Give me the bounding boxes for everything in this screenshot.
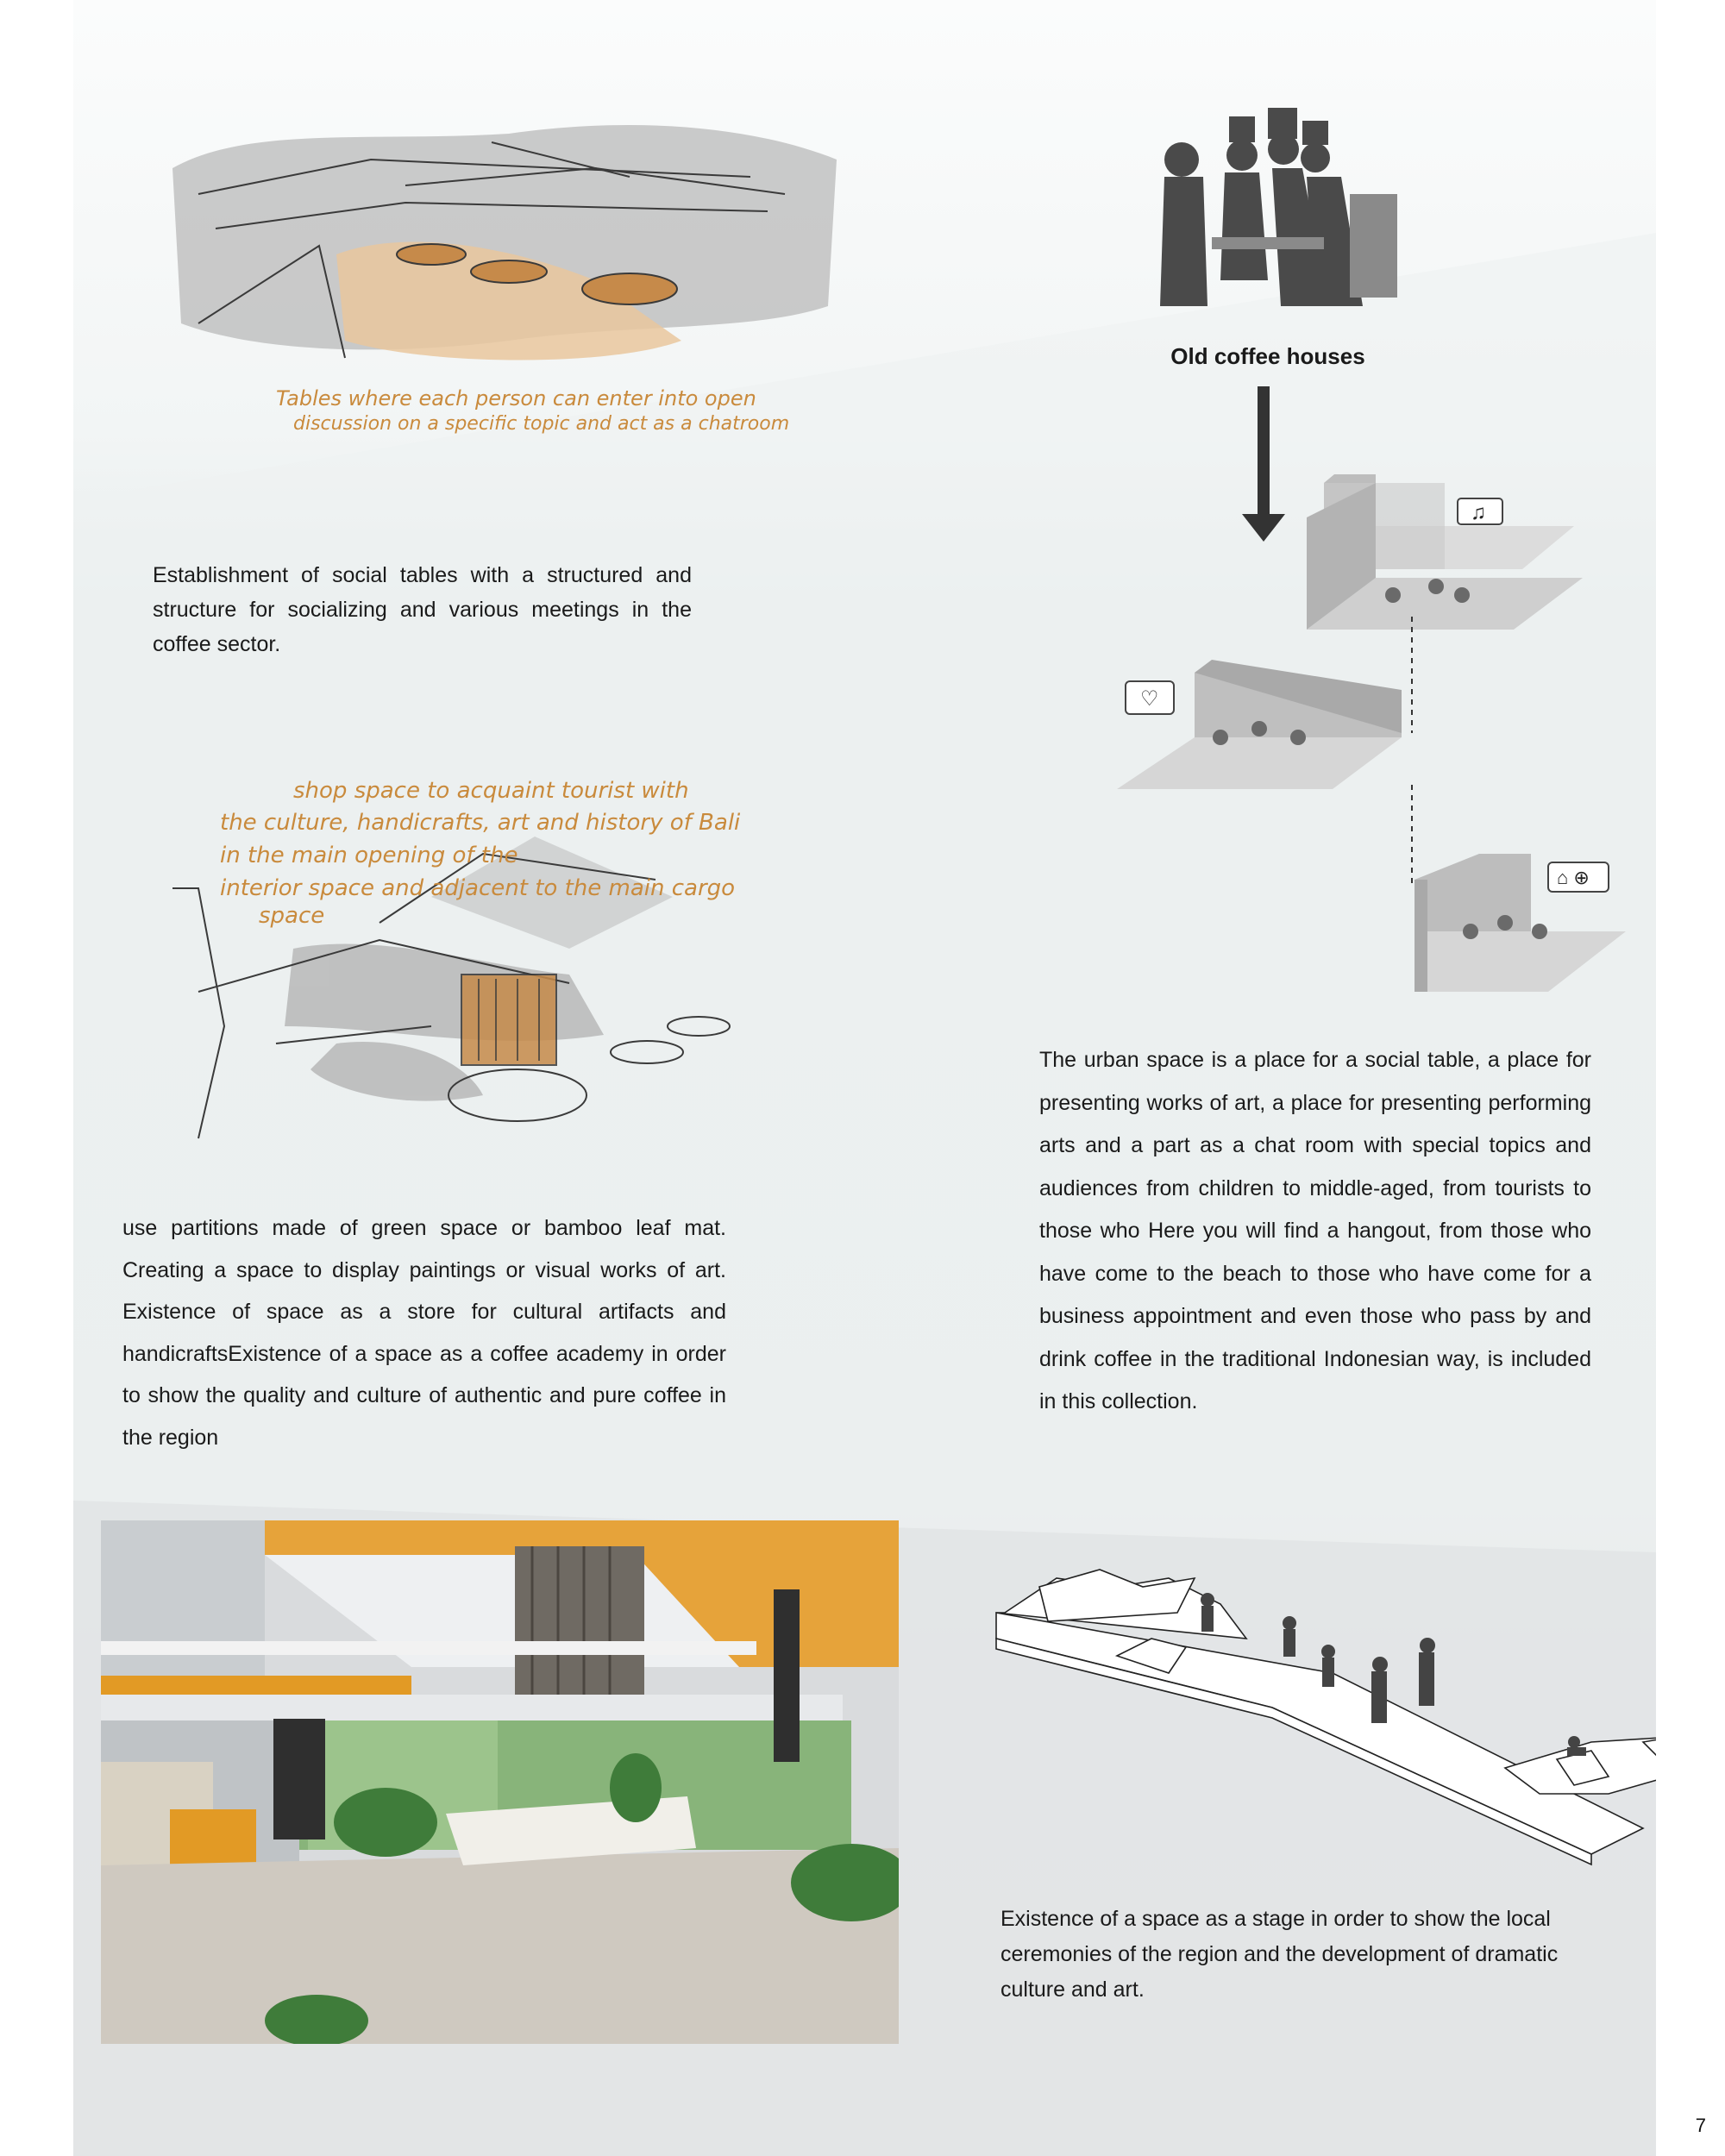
stage-diagram bbox=[988, 1544, 1656, 1880]
stage-text: Existence of a space as a stage in order to show the local ceremonies of the region and the development of dramatic culture and art. bbox=[1000, 1907, 1559, 2002]
sketch1-note-line1: Tables where each person can enter into open bbox=[276, 386, 756, 411]
sketch2-note-line: interior space and adjacent to the main cargo bbox=[220, 875, 736, 901]
heart-icon: ♡ bbox=[1140, 687, 1159, 711]
shop-space-sketch bbox=[121, 768, 862, 1156]
globe-icon: ⌂ ⊕ bbox=[1557, 867, 1590, 888]
topic-room bbox=[1414, 854, 1626, 992]
music-room bbox=[1307, 474, 1583, 630]
sketch1-note-line2: discussion on a specific topic and act as a chatroom bbox=[293, 413, 790, 435]
chat-room bbox=[1117, 660, 1402, 789]
old-coffee-house-engraving bbox=[1130, 108, 1406, 341]
partitions-text: use partitions made of green space or bamboo leaf mat. Creating a space to display paintings or visual works of art. Existence of space as a store for cultural artifacts and handicraftsExistence of a space as a coffee academy in order to show the quality and culture of authentic and pure coffee in the region bbox=[122, 1216, 726, 1450]
social-rooms-diagram bbox=[1117, 474, 1652, 1035]
sketch2-note-line: space bbox=[259, 903, 325, 929]
old-coffee-houses-caption: Old coffee houses bbox=[1170, 343, 1365, 369]
music-note-icon: ♫ bbox=[1471, 501, 1486, 524]
page-number: 7 bbox=[1695, 2115, 1706, 2136]
sketch2-note-line: the culture, handicrafts, art and history of Bali bbox=[220, 810, 741, 836]
sketch2-note-line: in the main opening of the bbox=[220, 843, 518, 868]
social-tables-text: Establishment of social tables with a structured and structure for socializing and various meetings in the coffee sector. bbox=[153, 563, 692, 656]
urban-space-text: The urban space is a place for a social table, a place for presenting works of art, a place for presenting performing arts and a part as a chat room with special topics and audiences from children to middle-aged, from tourists to those who Here you will find a hangout, from those who have come to the beach to those who have come for a business appointment and even those who pass by and drink coffee in the traditional Indonesian way, is included in this collection. bbox=[1039, 1048, 1591, 1413]
sketch2-note-line: shop space to acquaint tourist with bbox=[293, 778, 689, 804]
interior-render bbox=[101, 1520, 899, 2044]
social-tables-sketch bbox=[147, 108, 854, 436]
page-sheet bbox=[73, 0, 1656, 2156]
